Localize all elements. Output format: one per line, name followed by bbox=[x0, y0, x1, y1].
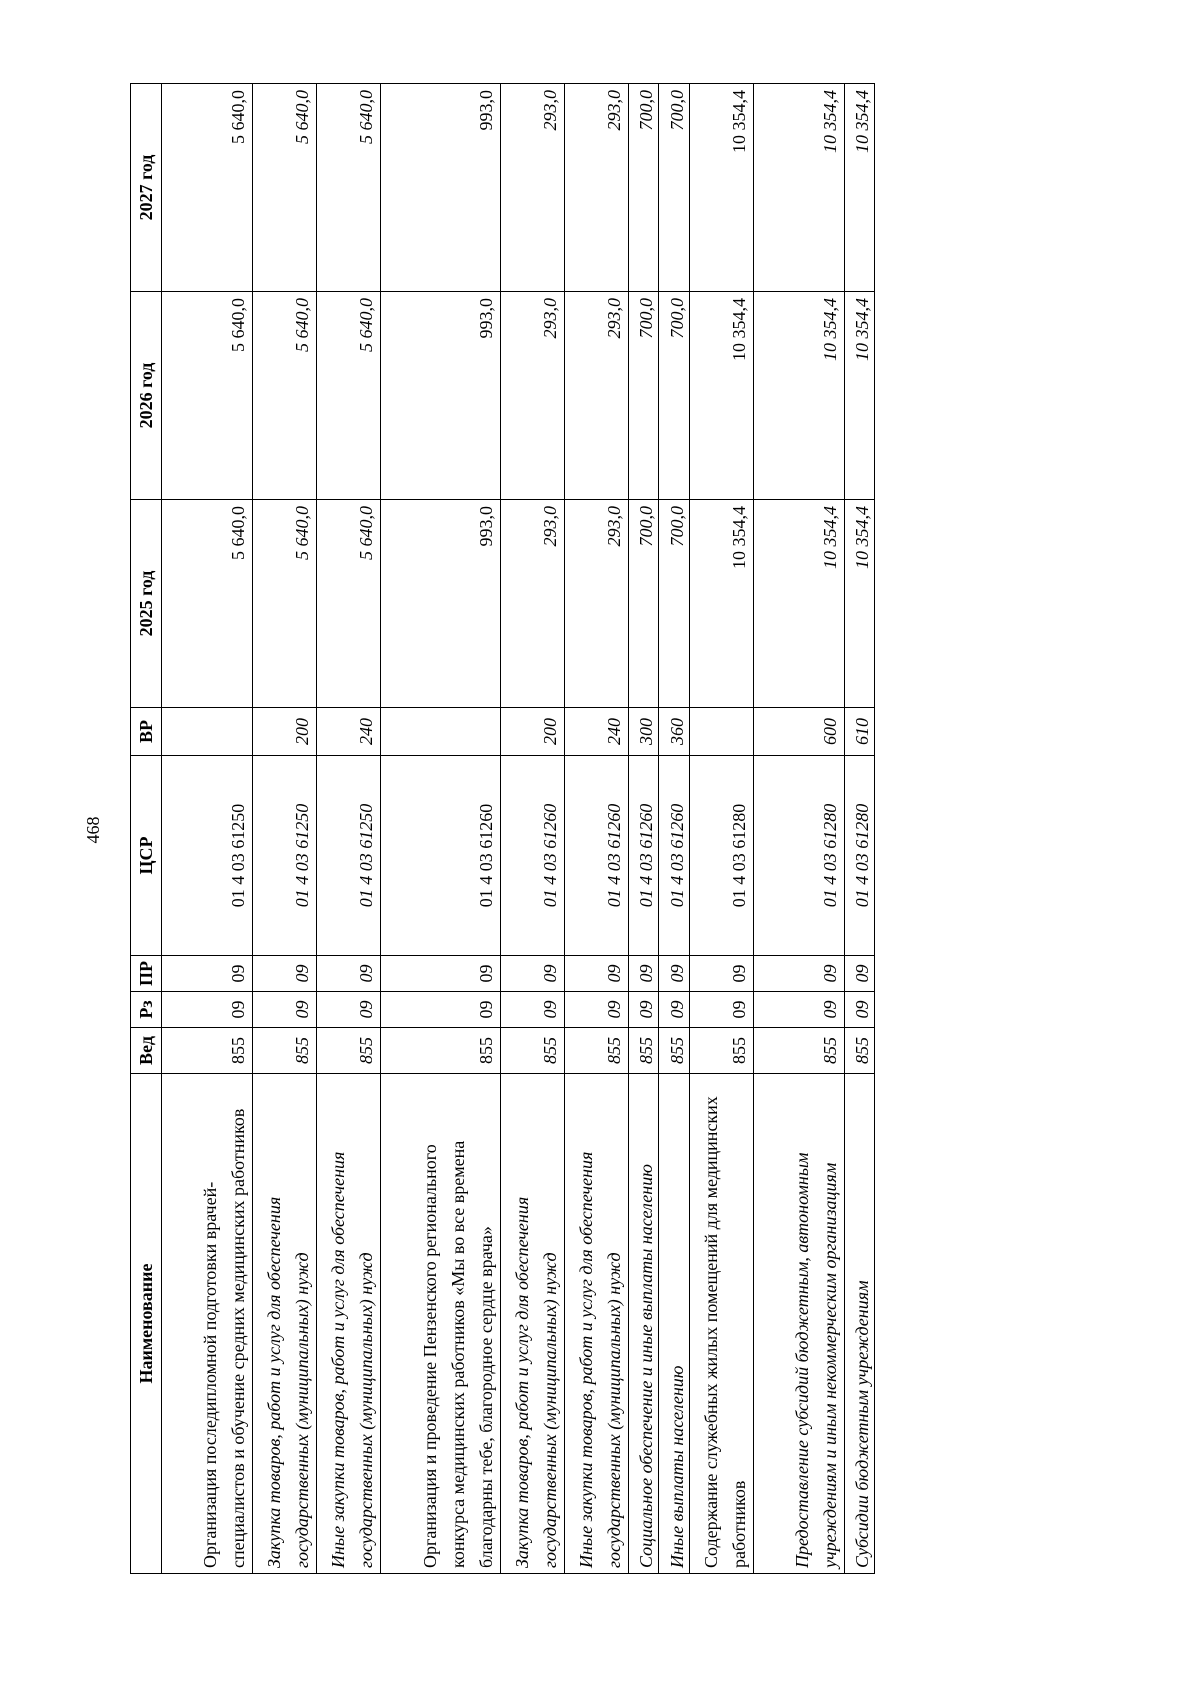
cell-csr: 01 4 03 61250 bbox=[316, 756, 380, 956]
cell-csr: 01 4 03 61250 bbox=[252, 756, 316, 956]
cell-vr bbox=[162, 708, 253, 756]
cell-rz: 09 bbox=[629, 992, 659, 1028]
cell-2025: 700,0 bbox=[659, 500, 689, 708]
cell-vr: 610 bbox=[844, 708, 874, 756]
cell-name: Организация и проведение Пензенского регионального конкурса медицинских работников «Мы во все времена благодарны тебе, благородное сердце врача» bbox=[380, 1074, 500, 1574]
table-row bbox=[629, 84, 659, 1574]
cell-pr: 09 bbox=[753, 956, 844, 992]
cell-pr: 09 bbox=[689, 956, 753, 992]
cell-2026: 5 640,0 bbox=[252, 292, 316, 500]
cell-2026: 10 354,4 bbox=[844, 292, 874, 500]
table-row bbox=[565, 84, 629, 1574]
cell-csr: 01 4 03 61250 bbox=[162, 756, 253, 956]
budget-table bbox=[130, 83, 875, 1574]
table-header-row bbox=[131, 84, 162, 1574]
cell-ved: 855 bbox=[380, 1028, 500, 1074]
cell-2027: 10 354,4 bbox=[844, 84, 874, 292]
cell-csr: 01 4 03 61280 bbox=[844, 756, 874, 956]
table-container bbox=[130, 84, 875, 1574]
cell-2025: 700,0 bbox=[629, 500, 659, 708]
cell-2026: 293,0 bbox=[501, 292, 565, 500]
table-row bbox=[659, 84, 689, 1574]
header-pr: ПР bbox=[131, 956, 162, 992]
cell-rz: 09 bbox=[252, 992, 316, 1028]
cell-name: Социальное обеспечение и иные выплаты населению bbox=[629, 1074, 659, 1574]
cell-2027: 5 640,0 bbox=[252, 84, 316, 292]
header-ved: Вед bbox=[131, 1028, 162, 1074]
cell-ved: 855 bbox=[753, 1028, 844, 1074]
header-2027: 2027 год bbox=[131, 84, 162, 292]
cell-2027: 993,0 bbox=[380, 84, 500, 292]
cell-pr: 09 bbox=[844, 956, 874, 992]
header-name: Наименование bbox=[131, 1074, 162, 1574]
page-number: 468 bbox=[83, 816, 103, 844]
header-vr: ВР bbox=[131, 708, 162, 756]
cell-2025: 5 640,0 bbox=[162, 500, 253, 708]
cell-rz: 09 bbox=[689, 992, 753, 1028]
table-row bbox=[252, 84, 316, 1574]
cell-ved: 855 bbox=[162, 1028, 253, 1074]
cell-2026: 5 640,0 bbox=[316, 292, 380, 500]
cell-ved: 855 bbox=[252, 1028, 316, 1074]
table-row bbox=[689, 84, 753, 1574]
table-row bbox=[316, 84, 380, 1574]
cell-2026: 700,0 bbox=[629, 292, 659, 500]
header-2026: 2026 год bbox=[131, 292, 162, 500]
cell-vr: 200 bbox=[501, 708, 565, 756]
cell-csr: 01 4 03 61260 bbox=[380, 756, 500, 956]
cell-2025: 10 354,4 bbox=[689, 500, 753, 708]
cell-2025: 5 640,0 bbox=[252, 500, 316, 708]
cell-rz: 09 bbox=[844, 992, 874, 1028]
cell-csr: 01 4 03 61260 bbox=[659, 756, 689, 956]
table-row bbox=[162, 84, 253, 1574]
cell-2027: 293,0 bbox=[501, 84, 565, 292]
cell-name: Предоставление субсидий бюджетным, автономным учреждениям и иным некоммерческим организациям bbox=[753, 1074, 844, 1574]
cell-name: Иные закупки товаров, работ и услуг для обеспечения государственных (муниципальных) нужд bbox=[565, 1074, 629, 1574]
cell-name: Иные закупки товаров, работ и услуг для обеспечения государственных (муниципальных) нужд bbox=[316, 1074, 380, 1574]
cell-vr: 360 bbox=[659, 708, 689, 756]
cell-csr: 01 4 03 61280 bbox=[689, 756, 753, 956]
cell-2026: 293,0 bbox=[565, 292, 629, 500]
cell-ved: 855 bbox=[659, 1028, 689, 1074]
cell-csr: 01 4 03 61260 bbox=[565, 756, 629, 956]
cell-vr bbox=[380, 708, 500, 756]
cell-2026: 5 640,0 bbox=[162, 292, 253, 500]
cell-2025: 993,0 bbox=[380, 500, 500, 708]
cell-pr: 09 bbox=[316, 956, 380, 992]
table-row bbox=[753, 84, 844, 1574]
cell-name: Иные выплаты населению bbox=[659, 1074, 689, 1574]
cell-pr: 09 bbox=[629, 956, 659, 992]
cell-pr: 09 bbox=[659, 956, 689, 992]
cell-2027: 293,0 bbox=[565, 84, 629, 292]
cell-ved: 855 bbox=[689, 1028, 753, 1074]
cell-rz: 09 bbox=[501, 992, 565, 1028]
cell-name: Содержание служебных жилых помещений для медицинских работников bbox=[689, 1074, 753, 1574]
cell-csr: 01 4 03 61260 bbox=[501, 756, 565, 956]
cell-name: Закупка товаров, работ и услуг для обеспечения государственных (муниципальных) нужд bbox=[252, 1074, 316, 1574]
cell-2025: 10 354,4 bbox=[753, 500, 844, 708]
cell-pr: 09 bbox=[252, 956, 316, 992]
cell-2026: 993,0 bbox=[380, 292, 500, 500]
cell-name: Субсидии бюджетным учреждениям bbox=[844, 1074, 874, 1574]
table-row bbox=[844, 84, 874, 1574]
cell-vr: 240 bbox=[565, 708, 629, 756]
cell-2027: 10 354,4 bbox=[689, 84, 753, 292]
cell-ved: 855 bbox=[844, 1028, 874, 1074]
cell-2026: 10 354,4 bbox=[753, 292, 844, 500]
cell-rz: 09 bbox=[659, 992, 689, 1028]
cell-vr: 300 bbox=[629, 708, 659, 756]
cell-2027: 10 354,4 bbox=[753, 84, 844, 292]
cell-pr: 09 bbox=[501, 956, 565, 992]
cell-rz: 09 bbox=[316, 992, 380, 1028]
cell-vr: 240 bbox=[316, 708, 380, 756]
cell-2027: 700,0 bbox=[629, 84, 659, 292]
header-rz: Рз bbox=[131, 992, 162, 1028]
cell-2027: 5 640,0 bbox=[316, 84, 380, 292]
cell-pr: 09 bbox=[565, 956, 629, 992]
cell-rz: 09 bbox=[380, 992, 500, 1028]
cell-ved: 855 bbox=[565, 1028, 629, 1074]
cell-2025: 10 354,4 bbox=[844, 500, 874, 708]
table-row bbox=[380, 84, 500, 1574]
cell-ved: 855 bbox=[629, 1028, 659, 1074]
cell-2027: 5 640,0 bbox=[162, 84, 253, 292]
cell-csr: 01 4 03 61280 bbox=[753, 756, 844, 956]
cell-2025: 293,0 bbox=[565, 500, 629, 708]
cell-csr: 01 4 03 61260 bbox=[629, 756, 659, 956]
cell-vr: 200 bbox=[252, 708, 316, 756]
cell-2026: 10 354,4 bbox=[689, 292, 753, 500]
cell-2025: 293,0 bbox=[501, 500, 565, 708]
cell-vr: 600 bbox=[753, 708, 844, 756]
cell-rz: 09 bbox=[753, 992, 844, 1028]
cell-ved: 855 bbox=[501, 1028, 565, 1074]
header-2025: 2025 год bbox=[131, 500, 162, 708]
cell-name: Закупка товаров, работ и услуг для обеспечения государственных (муниципальных) нужд bbox=[501, 1074, 565, 1574]
table-row bbox=[501, 84, 565, 1574]
cell-vr bbox=[689, 708, 753, 756]
cell-2026: 700,0 bbox=[659, 292, 689, 500]
cell-ved: 855 bbox=[316, 1028, 380, 1074]
header-csr: ЦСР bbox=[131, 756, 162, 956]
cell-rz: 09 bbox=[565, 992, 629, 1028]
cell-pr: 09 bbox=[380, 956, 500, 992]
cell-2025: 5 640,0 bbox=[316, 500, 380, 708]
cell-pr: 09 bbox=[162, 956, 253, 992]
cell-2027: 700,0 bbox=[659, 84, 689, 292]
cell-rz: 09 bbox=[162, 992, 253, 1028]
cell-name: Организация последипломной подготовки врачей-специалистов и обучение средних медицинских работников bbox=[162, 1074, 253, 1574]
